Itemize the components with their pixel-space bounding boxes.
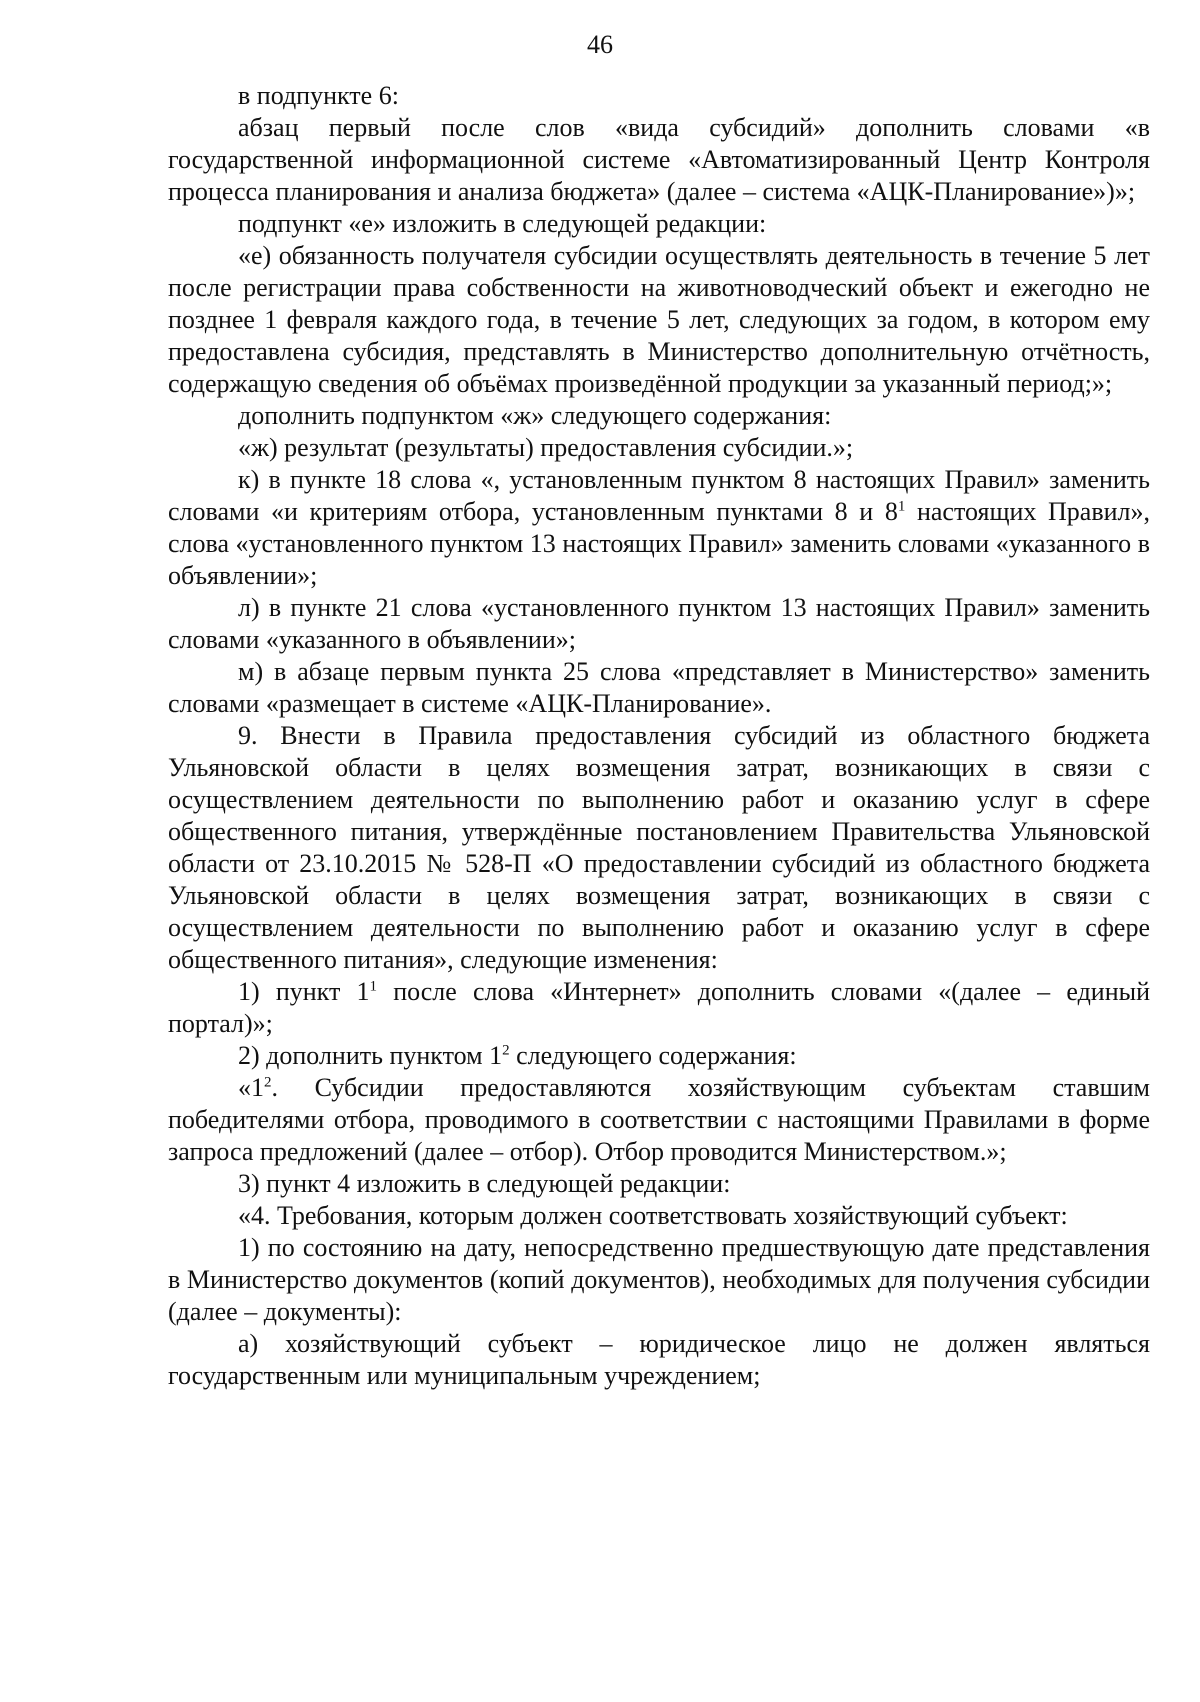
superscript: 1 <box>369 978 378 995</box>
paragraph-text: настоящих Правил», слова «установленного пунктом 13 настоящих Правил» заменить словами «указанного в объявлении»; <box>168 497 1150 590</box>
paragraph-text: после слова «Интернет» дополнить словами «(далее – единый портал)»; <box>168 977 1151 1038</box>
document-body <box>168 80 1150 1392</box>
paragraph: л) в пункте 21 слова «установленного пунктом 13 настоящих Правил» заменить словами «указанного в объявлении»; <box>168 593 1150 654</box>
paragraph-text: 1) пункт 1 <box>238 977 370 1006</box>
paragraph: дополнить подпунктом «ж» следующего содержания: <box>238 401 832 430</box>
paragraph-text: «1 <box>238 1073 264 1102</box>
paragraph: в подпункте 6: <box>238 81 399 110</box>
superscript: 1 <box>897 498 906 515</box>
paragraph: абзац первый после слов «вида субсидий» дополнить словами «в государственной информационной системе «Автоматизированный Центр Контроля процесса планирования и анализа бюджета» (далее – система «АЦК-Планирование»)»; <box>168 113 1150 206</box>
paragraph: «ж) результат (результаты) предоставления субсидии.»; <box>238 433 854 462</box>
paragraph: а) хозяйствующий субъект – юридическое лицо не должен являться государственным или муниципальным учреждением; <box>168 1329 1150 1390</box>
superscript: 2 <box>264 1074 272 1091</box>
paragraph-text: 2) дополнить пунктом 1 <box>238 1041 503 1070</box>
page-number: 46 <box>587 30 613 59</box>
paragraph <box>168 976 1150 1040</box>
paragraph: подпункт «е» изложить в следующей редакции: <box>238 209 767 238</box>
paragraph: 1) по состоянию на дату, непосредственно предшествующую дате представления в Министерство документов (копий документов), необходимых для получения субсидии (далее – документы): <box>168 1233 1150 1326</box>
paragraph-text: к) в пункте 18 слова «, установленным пунктом 8 настоящих Правил» заменить словами «и критериям отбора, установленным пунктами 8 и 8 <box>168 465 1150 526</box>
paragraph: «е) обязанность получателя субсидии осуществлять деятельность в течение 5 лет после регистрации права собственности на животноводческий объект и ежегодно не позднее 1 февраля каждого года, в течение 5 лет, следующих за годом, в котором ему предоставлена субсидия, представлять в Министерство дополнительную отчётность, содержащую сведения об объёмах произведённой продукции за указанный период;»; <box>168 241 1150 398</box>
paragraph: «4. Требования, которым должен соответствовать хозяйствующий субъект: <box>238 1201 1068 1230</box>
paragraph <box>168 464 1150 592</box>
paragraph-text: следующего содержания: <box>509 1041 797 1070</box>
paragraph: 9. Внести в Правила предоставления субсидий из областного бюджета Ульяновской области в целях возмещения затрат, возникающих в связи с осуществлением деятельности по выполнению работ и оказанию услуг в сфере общественного питания, утверждённые постановлением Правительства Ульяновской области от 23.10.2015 № 528-П «О предоставлении субсидий из областного бюджета Ульяновской области в целях возмещения затрат, возникающих в связи с осуществлением деятельности по выполнению работ и оказанию услуг в сфере общественного питания», следующие изменения: <box>168 721 1150 974</box>
paragraph-text: . Субсидии предоставляются хозяйствующим субъектам ставшим победителями отбора, проводимого в соответствии с настоящими Правилами в форме запроса предложений (далее – отбор). Отбор проводится Министерством.»; <box>168 1073 1150 1166</box>
paragraph <box>168 1040 1150 1072</box>
paragraph: м) в абзаце первым пункта 25 слова «представляет в Министерство» заменить словами «размещает в системе «АЦК-Планирование». <box>168 657 1150 718</box>
paragraph: 3) пункт 4 изложить в следующей редакции: <box>238 1169 731 1198</box>
paragraph <box>168 1072 1150 1168</box>
superscript: 2 <box>502 1042 510 1059</box>
